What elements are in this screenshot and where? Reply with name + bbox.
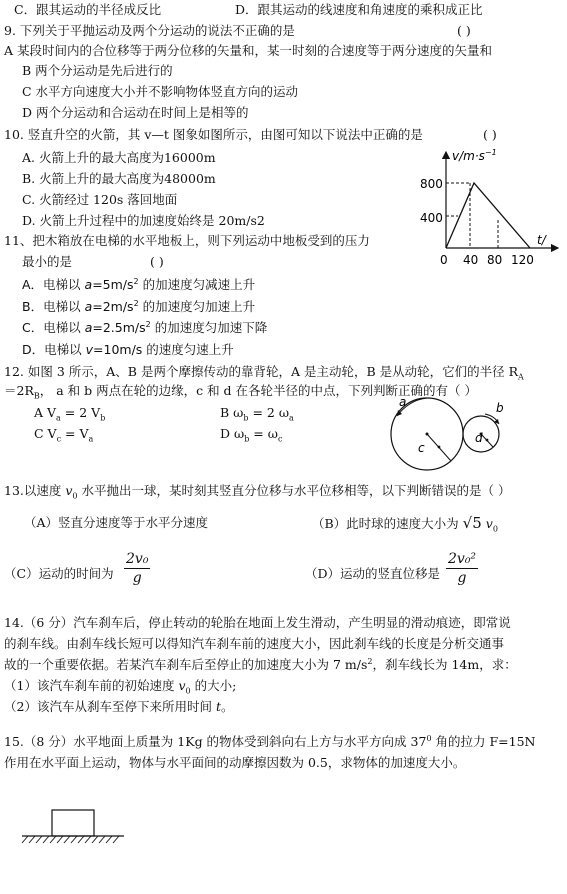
block-diagram bbox=[18, 806, 128, 846]
hatch-mark bbox=[43, 836, 49, 843]
y-tick-800: 800 bbox=[420, 177, 443, 191]
q13-option-c-fraction: $\frac{\text{2v₀}}{g}$ bbox=[126, 551, 149, 586]
q13-option-a: （A）竖直分速度等于水平分速度 bbox=[24, 515, 209, 530]
hatch-mark bbox=[99, 836, 105, 843]
q12-stem-1: 12. 如图 3 所示，A、B 是两个摩擦传动的靠背轮，A 是主动轮，B 是从动轮，它们的半径 $R_A$ bbox=[4, 364, 524, 382]
hatch-mark bbox=[36, 836, 42, 843]
q12-stem-2: $=2R_B$， a 和 b 两点在轮的边缘，c 和 d 在各轮半径的中点，下列判断正确的有（ ） bbox=[4, 383, 478, 401]
point-c bbox=[438, 446, 441, 449]
hatch-mark bbox=[113, 836, 119, 843]
q15-line-1: 15.（8 分）水平地面上质量为 1Kg 的物体受到斜向右上方与水平方向成 $37^0$ 角的拉力 F=15N bbox=[4, 733, 536, 749]
vt-graph bbox=[412, 140, 562, 270]
q10-option-c: C. 火箭经过 120s 落回地面 bbox=[22, 192, 178, 207]
q11-answer-paren: ( ) bbox=[150, 254, 164, 269]
q14-line-1: 14.（6 分）汽车刹车后，停止转动的轮胎在地面上发生滑动，产生明显的滑动痕迹，即常说 bbox=[4, 615, 511, 630]
q13-option-c-label: （C）运动的时间为 bbox=[4, 566, 114, 581]
y-axis-label: $v/m\cdot s^{-1}$ bbox=[452, 148, 497, 163]
q12-option-a: A $V_a = 2$ $V_b$ bbox=[34, 405, 106, 423]
q10-stem: 10. 竖直升空的火箭，其 v—t 图象如图所示，由图可知以下说法中正确的是 bbox=[4, 127, 423, 142]
q15-line-2: 作用在水平面上运动，物体与水平面间的动摩擦因数为 0.5，求物体的加速度大小。 bbox=[4, 755, 466, 770]
series-line bbox=[446, 183, 530, 248]
hatch-mark bbox=[85, 836, 91, 843]
hatch-mark bbox=[29, 836, 35, 843]
q9-answer-paren: ( ) bbox=[457, 23, 471, 38]
q9-option-d: D 两个分运动和合运动在时间上是相等的 bbox=[22, 105, 249, 120]
q14-line-2: 的刹车线。由刹车线长短可以得知汽车刹车前的速度大小，因此刹车线的长度是分析交通事 bbox=[4, 636, 505, 651]
q8-option-c: C．跟其运动的半径成反比 bbox=[14, 2, 162, 17]
hatch-mark bbox=[22, 836, 28, 843]
x-axis-label: t/ bbox=[537, 233, 546, 247]
q14-part-1: （1）该汽车刹车前的初始速度 $v_0$ 的大小; bbox=[4, 678, 237, 696]
q10-option-b: B. 火箭上升的最大高度为48000m bbox=[22, 171, 216, 186]
q10-answer-paren: ( ) bbox=[483, 127, 497, 142]
q14-line-3: 故的一个重要依据。若某汽车刹车后至停止的加速度大小为 7 $m/s^2$，刹车线长为 14m，求： bbox=[4, 656, 517, 672]
q10-option-d: D. 火箭上升过程中的加速度始终是 20m/s2 bbox=[22, 213, 265, 228]
x-tick-40: 40 bbox=[463, 253, 479, 267]
q9-option-b: B 两个分运动是先后进行的 bbox=[22, 63, 173, 78]
q9-stem: 9. 下列关于平抛运动及两个分运动的说法不正确的是 bbox=[4, 23, 295, 38]
q13-stem: 13.以速度 $v_0$ 水平抛出一球，某时刻其竖直分位移与水平位移相等，以下判断错误的是（ ） bbox=[4, 483, 511, 501]
label-a: a bbox=[399, 395, 407, 409]
q13-option-d-label: （D）运动的竖直位移是 bbox=[305, 566, 441, 581]
hatch-mark bbox=[78, 836, 84, 843]
q10-option-a: A. 火箭上升的最大高度为16000m bbox=[22, 150, 216, 165]
q11-option-c: C．电梯以 $a=2.5m/s^2$ 的加速度匀加速下降 bbox=[22, 319, 268, 335]
hatch-mark bbox=[64, 836, 70, 843]
wheels-diagram bbox=[375, 392, 525, 472]
q9-option-c: C 水平方向速度大小并不影响物体竖直方向的运动 bbox=[22, 84, 299, 99]
q14-part-2: （2）该汽车从刹车至停下来所用时间 t。 bbox=[4, 699, 234, 714]
q12-option-b: B $\omega_b = 2$ $\omega_a$ bbox=[220, 405, 294, 423]
label-c: c bbox=[418, 441, 425, 455]
y-tick-400: 400 bbox=[420, 211, 443, 225]
hatch-mark bbox=[71, 836, 77, 843]
point-d bbox=[486, 439, 489, 442]
label-d: d bbox=[475, 431, 483, 445]
ground-hatching bbox=[22, 836, 119, 843]
hatch-mark bbox=[50, 836, 56, 843]
block bbox=[52, 810, 94, 836]
hatch-mark bbox=[57, 836, 63, 843]
q11-option-a: A．电梯以 $a=5m/s^2$ 的加速度匀减速上升 bbox=[22, 276, 256, 292]
q11-stem: 11、把木箱放在电梯的水平地板上，则下列运动中地板受到的压力 bbox=[4, 233, 370, 248]
q11-stem-2: 最小的是 bbox=[22, 254, 73, 269]
q9-option-a: A 某段时间内的合位移等于两分位移的矢量和，某一时刻的合速度等于两分速度的矢量和 bbox=[4, 43, 493, 58]
q12-option-c: C $V_c = V_a$ bbox=[34, 426, 94, 444]
x-tick-120: 120 bbox=[511, 253, 534, 267]
x-tick-0: 0 bbox=[440, 253, 448, 267]
q8-option-d: D．跟其运动的线速度和角速度的乘积成正比 bbox=[235, 2, 483, 17]
q13-option-b: （B）此时球的速度大小为 √5 $v_0$ bbox=[312, 514, 498, 534]
label-b: b bbox=[496, 401, 504, 415]
x-tick-80: 80 bbox=[487, 253, 503, 267]
hatch-mark bbox=[92, 836, 98, 843]
q11-option-b: B．电梯以 $a=2m/s^2$ 的加速度匀加速上升 bbox=[22, 298, 256, 314]
q13-option-d-fraction: $\frac{\text{2v₀²}}{g}$ bbox=[448, 551, 477, 586]
hatch-mark bbox=[106, 836, 112, 843]
q12-option-d: D $\omega_b = \omega_c$ bbox=[220, 426, 283, 444]
q11-option-d: D．电梯以 v=10m/s 的速度匀速上升 bbox=[22, 342, 234, 357]
